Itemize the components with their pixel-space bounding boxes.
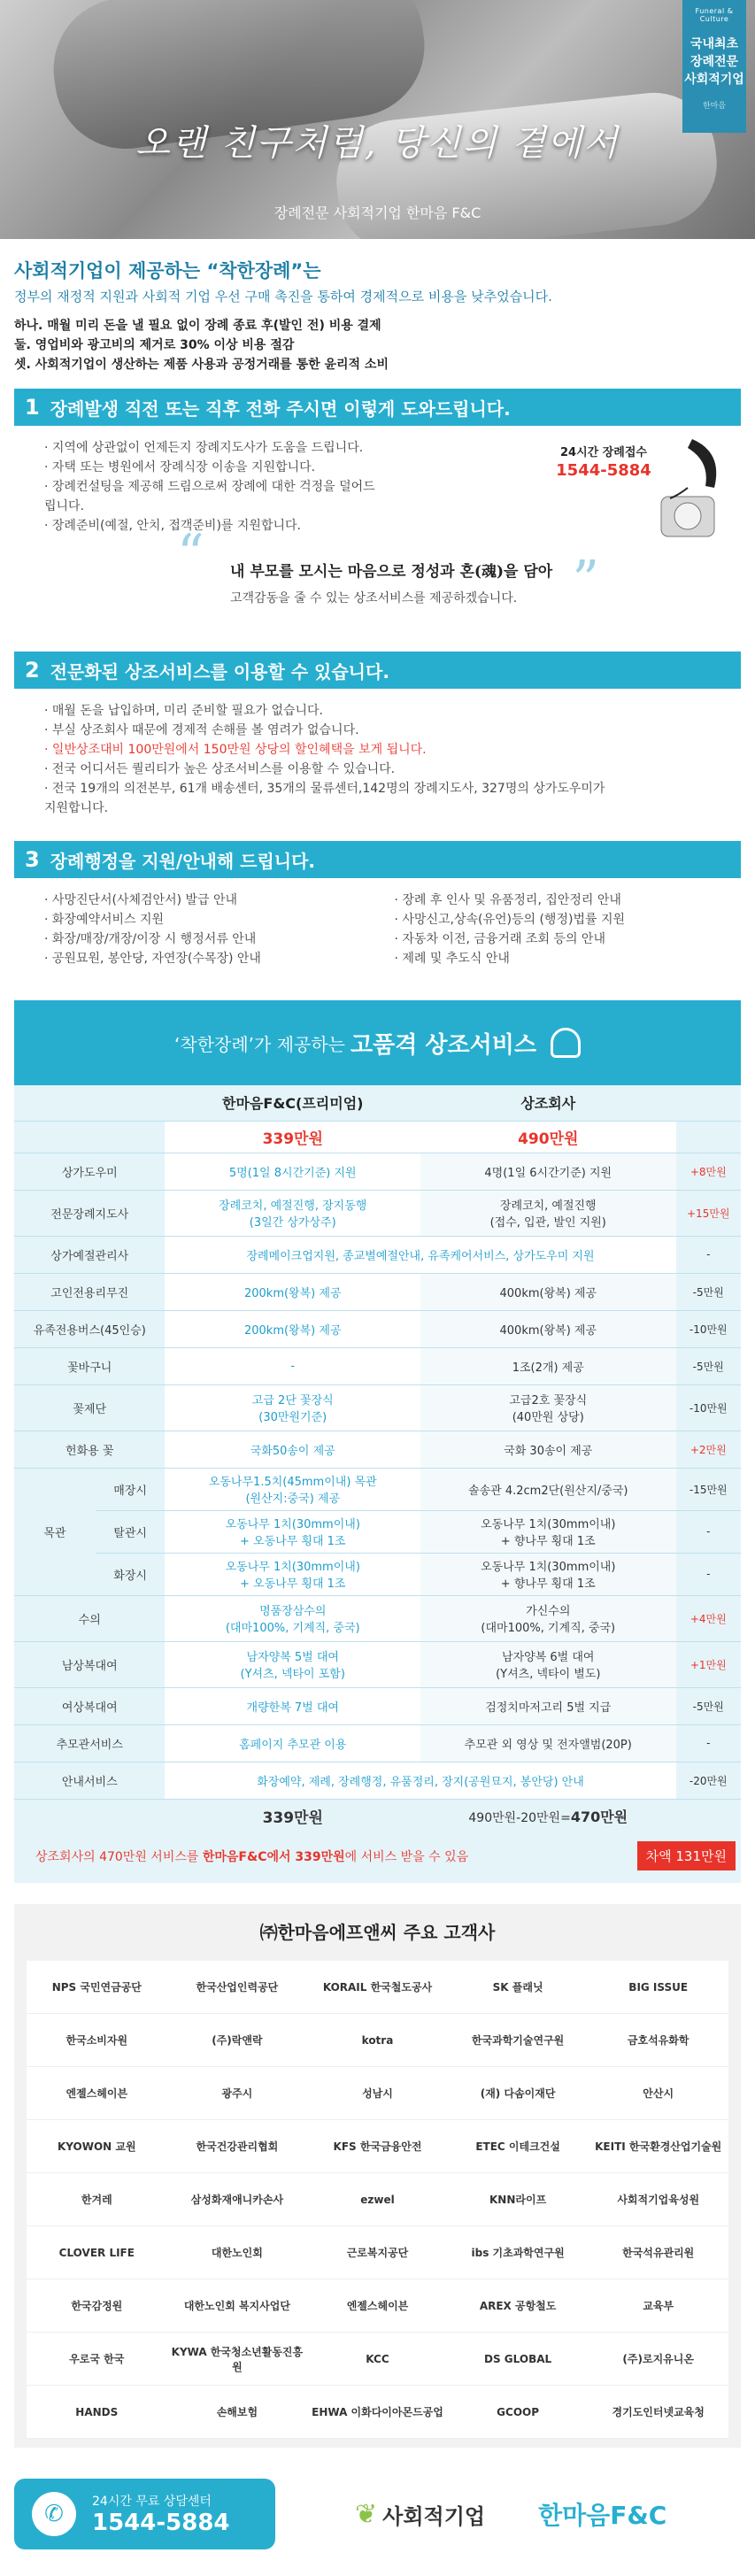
row-hanmaum-value: 장례코치, 예절진행, 장지동행 (3일간 상가상주): [165, 1190, 420, 1236]
row-sangjo-value: 추모관 외 영상 및 전자앨범(20P): [420, 1724, 676, 1762]
list-item: · 매월 돈을 납입하며, 미리 준비할 필요가 없습니다.: [44, 701, 732, 721]
section-2-header: [14, 652, 741, 689]
table-row: [14, 1236, 741, 1273]
row-label: 유족전용버스(45인승): [14, 1310, 165, 1347]
list-item: · 전국 19개의 의전본부, 61개 배송센터, 35개의 물류센터,142명의 장례지도사, 327명의 상가도우미가 지원합니다.: [44, 779, 611, 818]
row-difference: +8만원: [676, 1153, 741, 1190]
list-item: · 제례 및 추도식 안내: [395, 949, 733, 968]
client-logo: 한국건강관리협회: [167, 2120, 308, 2173]
quote-open-icon: “: [177, 523, 204, 585]
client-logo: NPS 국민연금공단: [27, 1961, 167, 2014]
intro-desc: 정부의 재정적 지원과 사회적 기업 우선 구매 촉진을 통하여 경제적으로 비용을 낮추었습니다.: [14, 289, 552, 305]
row-difference: -5만원: [676, 1687, 741, 1724]
client-logo: 우로국 한국: [27, 2333, 167, 2386]
total-calc: 490만원-20만원=: [468, 1810, 571, 1825]
client-logo: AREX 공항철도: [448, 2279, 589, 2333]
list-item: · 지역에 상관없이 언제든지 장례지도사가 도움을 드립니다.: [44, 438, 505, 458]
row-label: 수의: [14, 1595, 165, 1641]
client-logo: 한국석유관리원: [588, 2226, 728, 2279]
table-row: [14, 1595, 741, 1641]
section-1: [14, 389, 741, 637]
row-hanmaum-value: 홈페이지 추모관 이용: [165, 1724, 420, 1762]
hero-banner: [0, 0, 755, 239]
call-number[interactable]: 1544-5884: [556, 461, 651, 480]
social-enterprise-icon: ❦: [355, 2498, 378, 2530]
section-number: 1: [25, 395, 40, 420]
coffin-rows: [14, 1468, 741, 1595]
difference-badge: 차액 131만원: [637, 1841, 736, 1870]
client-logo: 엔젤스헤이븐: [27, 2067, 167, 2120]
intro-points: [14, 316, 739, 374]
quote-line-1: 내 부모를 모시는 마음으로 정성과 혼(魂)을 담아: [230, 563, 553, 581]
row-sangjo-value: 1조(2개) 제공: [420, 1347, 676, 1384]
section-1-body: [14, 426, 741, 637]
col-hanmaum: 한마음F&C(프리미엄): [165, 1085, 420, 1121]
row-label: 꽃제단: [14, 1384, 165, 1431]
row-hanmaum-value: 명품장삼수의 (대마100%, 기계직, 중국): [165, 1595, 420, 1641]
hero-slogan: 오랜 친구처럼, 당신의 곁에서: [135, 123, 620, 164]
footer: [14, 2470, 741, 2558]
table-row: [14, 1724, 741, 1762]
row-hanmaum-value: 오동나무1.5치(45mm이내) 목관 (원산지:중국) 제공: [165, 1468, 420, 1510]
row-sangjo-value: 4명(1일 6시간기준) 지원: [420, 1153, 676, 1190]
row-sangjo-value: 솔송관 4.2cm2단(원산지/중국): [420, 1468, 676, 1510]
coffin-label: 목관: [14, 1468, 96, 1595]
intro: [0, 239, 755, 374]
row-sangjo-value: 400km(왕복) 제공: [420, 1273, 676, 1310]
row-hanmaum-value: 개량한복 7벌 대여: [165, 1687, 420, 1724]
client-logo: ezwel: [307, 2173, 448, 2226]
section-number: 3: [25, 847, 40, 872]
row-hanmaum-value: 오동나무 1치(30mm이내) + 오동나무 횡대 1조: [165, 1553, 420, 1595]
row-hanmaum-value: 장례메이크업지원, 종교별예절안내, 유족케어서비스, 상가도우미 지원: [165, 1236, 675, 1273]
call-center-button[interactable]: [14, 2479, 275, 2549]
intro-point: 셋. 사회적기업이 생산하는 제품 사용과 공정거래를 통한 윤리적 소비: [14, 358, 389, 372]
list-item: · 자택 또는 병원에서 장례식장 이송을 지원합니다.: [44, 458, 505, 477]
table-body-2: [14, 1595, 741, 1799]
service-bell-icon: [551, 1028, 581, 1058]
table-row: [14, 1468, 741, 1510]
row-sangjo-value: 오동나무 1치(30mm이내) + 향나무 횡대 1조: [420, 1510, 676, 1553]
table-row: [14, 1153, 741, 1190]
row-label: 꽃바구니: [14, 1347, 165, 1384]
section-3-body: [14, 878, 741, 977]
row-hanmaum-value: 고급 2단 꽃장식 (30만원기준): [165, 1384, 420, 1431]
row-difference: -5만원: [676, 1273, 741, 1310]
row-difference: -: [676, 1553, 741, 1595]
row-label: 안내서비스: [14, 1762, 165, 1799]
client-logo: 성남시: [307, 2067, 448, 2120]
row-label: 고인전용리무진: [14, 1273, 165, 1310]
table-title-pre: ‘착한장례’가 제공하는: [174, 1033, 345, 1055]
client-logo: 사회적기업육성원: [588, 2173, 728, 2226]
list-item-highlight: · 일반상조대비 100만원에서 150만원 상당의 할인혜택을 보게 됩니다.: [44, 740, 732, 760]
price-summary: [14, 1832, 741, 1870]
quote-line-2: 고객감동을 줄 수 있는 상조서비스를 제공하겠습니다.: [230, 591, 518, 605]
client-logo: KYWA 한국청소년활동진흥원: [167, 2333, 308, 2386]
list-item: · 부실 상조회사 때문에 경제적 손해를 볼 염려가 없습니다.: [44, 721, 732, 740]
list-item: · 장례 후 인사 및 유품정리, 집안정리 안내: [395, 891, 733, 910]
table-row: [14, 1687, 741, 1724]
row-sangjo-value: 장례코치, 예절진행 (접수, 입관, 발인 지원): [420, 1190, 676, 1236]
row-label: 전문장례지도사: [14, 1190, 165, 1236]
quote-close-icon: ”: [572, 550, 599, 612]
client-logo: 금호석유화학: [588, 2014, 728, 2067]
client-logo: KORAIL 한국철도공사: [307, 1961, 448, 2014]
client-logo: 한국과학기술연구원: [448, 2014, 589, 2067]
list-item: · 전국 어디서든 퀄리티가 높은 상조서비스를 이용할 수 있습니다.: [44, 760, 732, 779]
clients-title: ㈜한마음에프앤씨 주요 고객사: [259, 1922, 496, 1943]
section-2-body: [14, 689, 741, 827]
client-logo: (주)로지유니온: [588, 2333, 728, 2386]
section-3-header: [14, 841, 741, 878]
table-title: [14, 1000, 741, 1085]
row-sangjo-value: 오동나무 1치(30mm이내) + 향나무 횡대 1조: [420, 1553, 676, 1595]
list-item: · 화장/매장/개장/이장 시 행정서류 안내: [44, 929, 382, 949]
row-label: 추모관서비스: [14, 1724, 165, 1762]
row-sangjo-value: 남자양복 6벌 대여 (Y셔츠, 넥타이 별도): [420, 1641, 676, 1687]
client-logo: 한국감정원: [27, 2279, 167, 2333]
client-logo-grid: [27, 1961, 728, 2439]
row-sangjo-value: 국화 30송이 제공: [420, 1431, 676, 1468]
client-logo: KEITI 한국환경산업기술원: [588, 2120, 728, 2173]
client-logo: 경기도인터넷교육청: [588, 2386, 728, 2439]
hanmaum-logo: 한마음F&C: [538, 2501, 667, 2530]
table-row: [14, 1641, 741, 1687]
client-logo: HANDS: [27, 2386, 167, 2439]
client-logo: 광주시: [167, 2067, 308, 2120]
client-logo: (재) 다솜이재단: [448, 2067, 589, 2120]
client-logo: 엔젤스헤이븐: [307, 2279, 448, 2333]
row-hanmaum-value: 200km(왕복) 제공: [165, 1273, 420, 1310]
row-difference: -: [676, 1510, 741, 1553]
brand-social-enterprise: 사회적기업: [382, 2503, 486, 2529]
client-logo: 대한노인회: [167, 2226, 308, 2279]
call-center-number: 1544-5884: [92, 2510, 230, 2536]
client-logo: GCOOP: [448, 2386, 589, 2439]
row-hanmaum-value: 남자양복 5벌 대여 (Y셔츠, 넥타이 포함): [165, 1641, 420, 1687]
section-number: 2: [25, 658, 40, 683]
row-sangjo-value: 검정치마저고리 5벌 지급: [420, 1687, 676, 1724]
table-row: [14, 1310, 741, 1347]
col-sangjo: 상조회사: [420, 1085, 676, 1121]
badge-main: 국내최초 장례전문 사회적기업: [684, 37, 744, 87]
summary-pre: 상조회사의 470만원 서비스를: [35, 1849, 203, 1864]
client-logo: 안산시: [588, 2067, 728, 2120]
client-logo: 손해보험: [167, 2386, 308, 2439]
social-enterprise-logo: [355, 2499, 485, 2530]
price-row: [14, 1121, 741, 1153]
row-sangjo-value: 고급2호 꽃장식 (40만원 상당): [420, 1384, 676, 1431]
client-logo: 한국산업인력공단: [167, 1961, 308, 2014]
list-item: · 장례컨설팅을 제공해 드림으로써 장례에 대한 걱정을 덜어드립니다.: [44, 477, 381, 516]
table-row: [14, 1762, 741, 1799]
row-hanmaum-value: 화장예약, 제례, 장례행정, 유품정리, 장지(공원묘지, 봉안당) 안내: [165, 1762, 675, 1799]
total-sangjo-value: 470만원: [570, 1808, 628, 1825]
list-item: · 자동차 이전, 금융거래 조회 등의 안내: [395, 929, 733, 949]
row-sangjo-value: 가신수의 (대마100%, 기계직, 중국): [420, 1595, 676, 1641]
call-center-label: 24시간 무료 상담센터: [92, 2495, 212, 2509]
phone-icon: ✆: [32, 2492, 76, 2536]
row-hanmaum-value: 국화50송이 제공: [165, 1431, 420, 1468]
client-logo: 대한노인회 복지사업단: [167, 2279, 308, 2333]
client-logo: ibs 기초과학연구원: [448, 2226, 589, 2279]
row-difference: -: [676, 1724, 741, 1762]
list-item: · 장례준비(예절, 안치, 접객준비)를 지원합니다.: [44, 516, 505, 536]
client-logo: kotra: [307, 2014, 448, 2067]
table-row: [14, 1510, 741, 1553]
clients-section: [14, 1904, 741, 2448]
row-label: 상가예절관리사: [14, 1236, 165, 1273]
badge: [682, 0, 746, 133]
row-difference: -10만원: [676, 1310, 741, 1347]
table-row: [14, 1384, 741, 1431]
row-difference: -10만원: [676, 1384, 741, 1431]
client-logo: KNN라이프: [448, 2173, 589, 2226]
total-hanmaum: 339만원: [262, 1809, 323, 1827]
client-logo: 교육부: [588, 2279, 728, 2333]
row-difference: +2만원: [676, 1431, 741, 1468]
table-row: [14, 1431, 741, 1468]
coffin-subtype: 화장시: [96, 1553, 166, 1595]
summary-text: [35, 1847, 468, 1865]
client-logo: KCC: [307, 2333, 448, 2386]
call-box: [555, 435, 732, 550]
row-hanmaum-value: 오동나무 1치(30mm이내) + 오동나무 횡대 1조: [165, 1510, 420, 1553]
total-row: [14, 1799, 741, 1832]
table-body: [14, 1153, 741, 1468]
total-sangjo: [420, 1799, 676, 1832]
client-logo: BIG ISSUE: [588, 1961, 728, 2014]
hero-subtitle: 장례전문 사회적기업 한마음 F&C: [273, 204, 482, 221]
list-item: · 공원묘원, 봉안당, 자연장(수목장) 안내: [44, 949, 382, 968]
row-hanmaum-value: 200km(왕복) 제공: [165, 1310, 420, 1347]
badge-small: 한마음: [702, 102, 727, 111]
list-item: · 사망신고,상속(유언)등의 (행정)법률 지원: [395, 910, 733, 929]
table-row: [14, 1347, 741, 1384]
client-logo: KFS 한국금융안전: [307, 2120, 448, 2173]
client-logo: 삼성화재애니카손사: [167, 2173, 308, 2226]
section-title: 장례행정을 지원/안내해 드립니다.: [50, 850, 316, 872]
row-hanmaum-value: 5명(1일 8시간기준) 지원: [165, 1153, 420, 1190]
section-title: 장례발생 직전 또는 직후 전화 주시면 이렇게 도와드립니다.: [50, 397, 511, 420]
row-difference: -15만원: [676, 1468, 741, 1510]
table-title-main: 고품격 상조서비스: [350, 1031, 536, 1059]
call-label: 24시간 장례접수: [560, 446, 647, 459]
section-3: [14, 841, 741, 977]
comparison-table: [14, 1000, 741, 1883]
section-1-header: [14, 389, 741, 426]
client-logo: KYOWON 교원: [27, 2120, 167, 2173]
row-label: 상가도우미: [14, 1153, 165, 1190]
row-difference: -: [676, 1236, 741, 1273]
price-hanmaum: 339만원: [165, 1121, 420, 1153]
section-2: [14, 652, 741, 827]
intro-point: 둘. 영업비와 광고비의 제거로 30% 이상 비용 절감: [14, 338, 295, 352]
row-difference: -20만원: [676, 1762, 741, 1799]
row-label: 여상복대여: [14, 1687, 165, 1724]
client-logo: SK 플래닛: [448, 1961, 589, 2014]
list-item: · 화장예약서비스 지원: [44, 910, 382, 929]
table-row: [14, 1553, 741, 1595]
row-difference: -5만원: [676, 1347, 741, 1384]
client-logo: 근로복지공단: [307, 2226, 448, 2279]
row-difference: +1만원: [676, 1641, 741, 1687]
row-label: 헌화용 꽃: [14, 1431, 165, 1468]
summary-bold: 한마음F&C에서 339만원: [202, 1849, 345, 1864]
table-header-row: [14, 1085, 741, 1121]
telephone-icon: [643, 435, 732, 550]
coffin-subtype: 탈관시: [96, 1510, 166, 1553]
client-logo: DS GLOBAL: [448, 2333, 589, 2386]
client-logo: (주)락앤락: [167, 2014, 308, 2067]
list-item: · 사망진단서(사체검안서) 발급 안내: [44, 891, 382, 910]
row-hanmaum-value: -: [165, 1347, 420, 1384]
row-difference: +4만원: [676, 1595, 741, 1641]
client-logo: EHWA 이화다이아몬드공업: [307, 2386, 448, 2439]
badge-top: Funeral & Culture: [695, 7, 734, 23]
coffin-subtype: 매장시: [96, 1468, 166, 1510]
table-row: [14, 1190, 741, 1236]
table-row: [14, 1273, 741, 1310]
client-logo: 한국소비자원: [27, 2014, 167, 2067]
summary-post: 에 서비스 받을 수 있음: [344, 1849, 469, 1864]
intro-title: 사회적기업이 제공하는 “착한장례”는: [14, 260, 321, 282]
intro-point: 하나. 매월 미리 돈을 낼 필요 없이 장례 종료 후(발인 전) 비용 결제: [14, 319, 381, 333]
row-label: 남상복대여: [14, 1641, 165, 1687]
row-difference: +15만원: [676, 1190, 741, 1236]
client-logo: CLOVER LIFE: [27, 2226, 167, 2279]
row-sangjo-value: 400km(왕복) 제공: [420, 1310, 676, 1347]
section-title: 전문화된 상조서비스를 이용할 수 있습니다.: [50, 660, 389, 683]
comparison-grid: [14, 1085, 741, 1832]
client-logo: 한겨레: [27, 2173, 167, 2226]
client-logo: ETEC 이테크건설: [448, 2120, 589, 2173]
price-sangjo: 490만원: [420, 1121, 676, 1153]
